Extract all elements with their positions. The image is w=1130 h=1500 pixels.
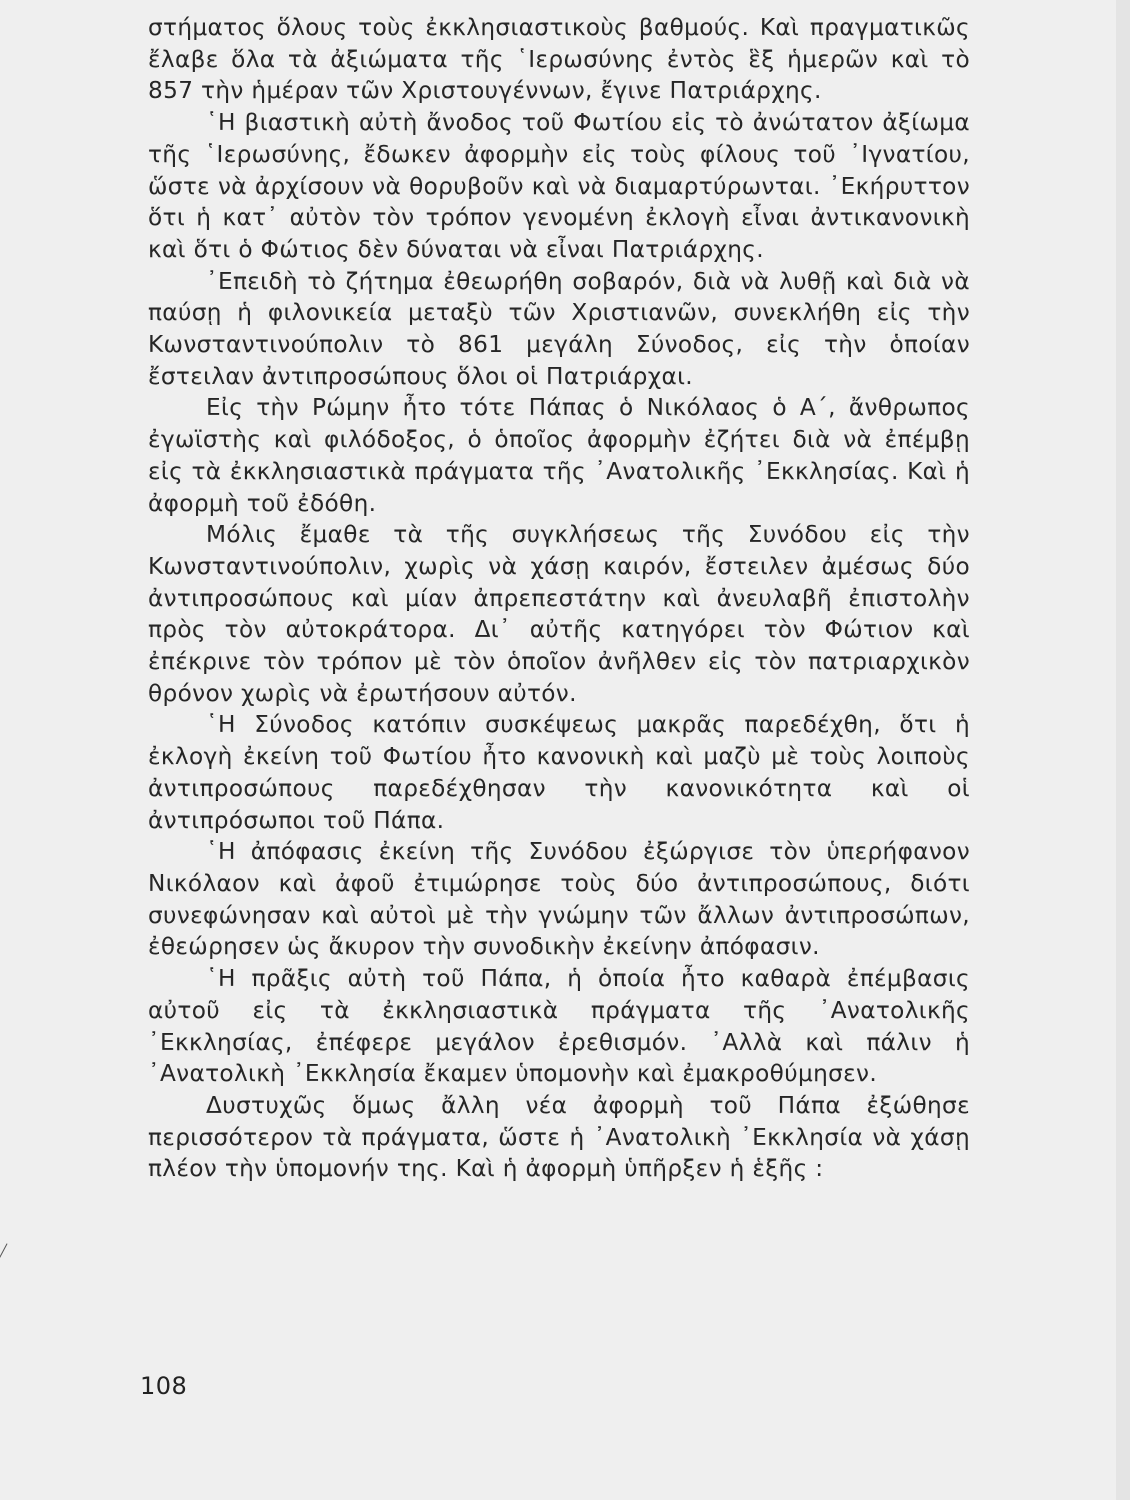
paragraph: Μόλις ἔμαθε τὰ τῆς συγκλήσεως τῆς Συνόδου εἰς τὴν Κωνσταντινούπολιν, χωρὶς νὰ χάσῃ καιρόν, ἔστειλεν ἀμέσως δύο ἀντιπροσώπους καὶ μίαν ἀπρεπεστάτην καὶ ἀνευλαβῆ ἐπιστολὴν πρὸς τὸν αὐτοκράτορα. Δι᾿ αὐτῆς κατηγόρει τὸν Φώτιον καὶ ἐπέκρινε τὸν τρόπον μὲ τὸν ὁποῖον ἀνῆλθεν εἰς τὸν πατριαρχικὸν θρόνον χωρὶς νὰ ἐρωτήσουν αὐτόν. [148, 521, 970, 707]
paragraph: ῾Η πρᾶξις αὐτὴ τοῦ Πάπα, ἡ ὁποία ἦτο καθαρὰ ἐπέμβασις αὐτοῦ εἰς τὰ ἐκκλησιαστικὰ πράγματα τῆς ᾿Ανατολικῆς ᾿Εκκλησίας, ἐπέφερε μεγάλον ἐρεθισμόν. ᾿Αλλὰ καὶ πάλιν ἡ ᾿Ανατολικὴ ᾿Εκκλησία ἔκαμεν ὑπομονὴν καὶ ἐμακροθύμησεν. [148, 965, 970, 1088]
paragraph: ῾Η Σύνοδος κατόπιν συσκέψεως μακρᾶς παρεδέχθη, ὅτι ἡ ἐκλογὴ ἐκείνη τοῦ Φωτίου ἦτο κανονικὴ καὶ μαζὺ μὲ τοὺς λοιποὺς ἀντιπροσώπους παρεδέχθησαν τὴν κανονικότητα καὶ οἱ ἀντιπρόσωποι τοῦ Πάπα. [148, 711, 970, 834]
margin-mark [0, 1243, 13, 1262]
paragraph: Δυστυχῶς ὅμως ἄλλη νέα ἀφορμὴ τοῦ Πάπα ἐξώθησε περισσότερον τὰ πράγματα, ὥστε ἡ ᾿Ανατολικὴ ᾿Εκκλησία νὰ χάσῃ πλέον τὴν ὑπομονήν της. Καὶ ἡ ἀφορμὴ ὑπῆρξεν ἡ ἑξῆς : [148, 1091, 970, 1183]
paragraph: ῾Η βιαστικὴ αὐτὴ ἄνοδος τοῦ Φωτίου εἰς τὸ ἀνώτατον ἀξίωμα τῆς ῾Ιερωσύνης, ἔδωκεν ἀφορμὴν εἰς τοὺς φίλους τοῦ ᾿Ιγνατίου, ὥστε νὰ ἀρχίσουν νὰ θορυβοῦν καὶ νὰ διαμαρτύρωνται. ᾿Εκήρυττον ὅτι ἡ κατ᾿ αὐτὸν τὸν τρόπον γενομένη ἐκλογὴ εἶναι ἀντικανονικὴ καὶ ὅτι ὁ Φώτιος δὲν δύναται νὰ εἶναι Πατριάρχης. [148, 109, 970, 263]
paragraph: ῾Η ἀπόφασις ἐκείνη τῆς Συνόδου ἐξώργισε τὸν ὑπερήφανον Νικόλαον καὶ ἀφοῦ ἐτιμώρησε τοὺς δύο ἀντιπροσώπους, διότι συνεφώνησαν καὶ αὐτοὶ μὲ τὴν γνώμην τῶν ἄλλων ἀντιπροσώπων, ἐθεώρησεν ὡς ἄκυρον τὴν συνοδικὴν ἐκείνην ἀπόφασιν. [148, 838, 970, 961]
paragraph: Εἰς τὴν Ρώμην ἦτο τότε Πάπας ὁ Νικόλαος ὁ Α΄, ἄνθρωπος ἐγωϊστὴς καὶ φιλόδοξος, ὁ ὁποῖος ἀφορμὴν ἐζήτει διὰ νὰ ἐπέμβῃ εἰς τὰ ἐκκλησιαστικὰ πράγματα τῆς ᾿Ανατολικῆς ᾿Εκκλησίας. Καὶ ἡ ἀφορμὴ τοῦ ἐδόθη. [148, 394, 970, 517]
page-edge-shade [1116, 0, 1130, 1500]
body-text [148, 12, 970, 1185]
paragraph: ᾿Επειδὴ τὸ ζήτημα ἐθεωρήθη σοβαρόν, διὰ νὰ λυθῇ καὶ διὰ νὰ παύσῃ ἡ φιλονικεία μεταξὺ τῶν Χριστιανῶν, συνεκλήθη εἰς τὴν Κωνσταντινούπολιν τὸ 861 μεγάλη Σύνοδος, εἰς τὴν ὁποίαν ἔστειλαν ἀντιπροσώπους ὅλοι οἱ Πατριάρχαι. [148, 267, 970, 390]
paragraph-continuation: στήματος ὅλους τοὺς ἐκκλησιαστικοὺς βαθμούς. Καὶ πραγματικῶς ἔλαβε ὅλα τὰ ἀξιώματα τῆς ῾Ιερωσύνης ἐντὸς ἓξ ἡμερῶν καὶ τὸ 857 τὴν ἡμέραν τῶν Χριστουγέννων, ἔγινε Πατριάρχης. [148, 14, 970, 105]
page-number: 108 [140, 1372, 188, 1400]
